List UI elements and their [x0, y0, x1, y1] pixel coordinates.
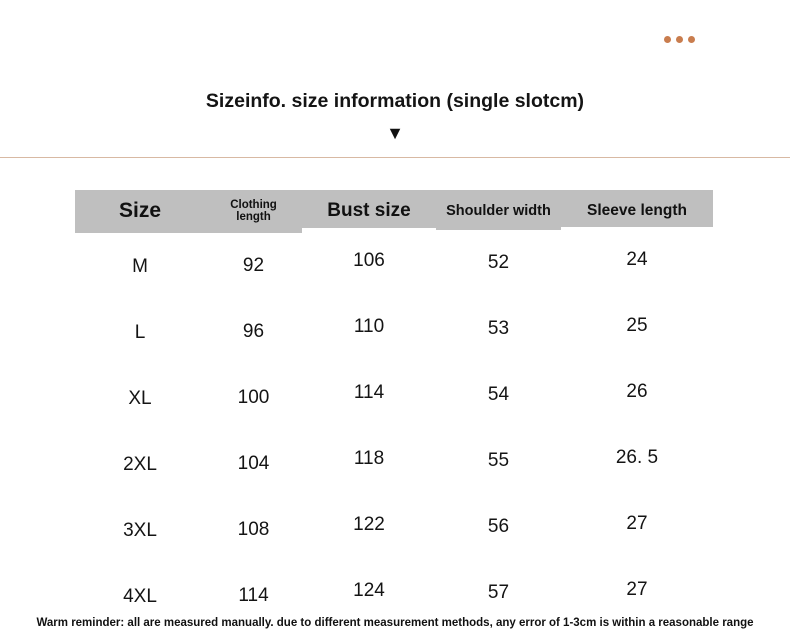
cell-sleeve-length: 27	[561, 557, 713, 623]
divider	[0, 157, 790, 158]
dot-icon	[664, 36, 671, 43]
cell-shoulder-width: 52	[436, 230, 561, 296]
cell-clothing-length: 100	[205, 365, 302, 431]
cell-size: 2XL	[75, 432, 205, 498]
table-body	[75, 233, 713, 629]
cell-sleeve-length: 27	[561, 491, 713, 557]
column-header-clothing-length-line2: length	[236, 211, 271, 223]
column-header-shoulder-width: Shoulder width	[436, 190, 561, 233]
column-header-size: Size	[75, 190, 205, 233]
column-header-clothing-length	[205, 190, 302, 233]
cell-shoulder-width: 57	[436, 560, 561, 626]
cell-clothing-length: 96	[205, 299, 302, 365]
cell-shoulder-width: 55	[436, 428, 561, 494]
table-row	[75, 497, 713, 563]
column-header-bust-size: Bust size	[302, 190, 436, 233]
cell-clothing-length: 114	[205, 563, 302, 629]
dot-icon	[676, 36, 683, 43]
page-title: Sizeinfo. size information (single slotcm)	[205, 90, 585, 112]
cell-bust-size: 106	[302, 228, 436, 294]
cell-bust-size: 110	[302, 294, 436, 360]
cell-bust-size: 114	[302, 360, 436, 426]
cell-bust-size: 118	[302, 426, 436, 492]
cell-sleeve-length: 25	[561, 293, 713, 359]
table-row	[75, 365, 713, 431]
cell-size: XL	[75, 366, 205, 432]
cell-clothing-length: 104	[205, 431, 302, 497]
cell-size: M	[75, 234, 205, 300]
table-row	[75, 299, 713, 365]
cell-bust-size: 122	[302, 492, 436, 558]
warm-reminder-note: Warm reminder: all are measured manually. due to different measurement methods, any error of 1-3cm is within a reasonable range	[36, 617, 754, 629]
cell-sleeve-length: 24	[561, 227, 713, 293]
cell-clothing-length: 108	[205, 497, 302, 563]
chevron-down-icon: ▼	[386, 123, 404, 143]
cell-shoulder-width: 53	[436, 296, 561, 362]
column-header-sleeve-length: Sleeve length	[561, 190, 713, 233]
cell-shoulder-width: 54	[436, 362, 561, 428]
cell-size: 4XL	[75, 564, 205, 630]
column-header-clothing-length-line1: Clothing	[230, 199, 277, 211]
cell-sleeve-length: 26	[561, 359, 713, 425]
table-row	[75, 233, 713, 299]
cell-shoulder-width: 56	[436, 494, 561, 560]
size-table	[75, 190, 713, 629]
dot-icon	[688, 36, 695, 43]
cell-bust-size: 124	[302, 558, 436, 624]
table-row	[75, 431, 713, 497]
cell-size: 3XL	[75, 498, 205, 564]
cell-size: L	[75, 300, 205, 366]
cell-sleeve-length: 26. 5	[561, 425, 713, 491]
cell-clothing-length: 92	[205, 233, 302, 299]
size-table-container	[75, 190, 713, 629]
menu-dots-icon[interactable]	[664, 36, 695, 43]
